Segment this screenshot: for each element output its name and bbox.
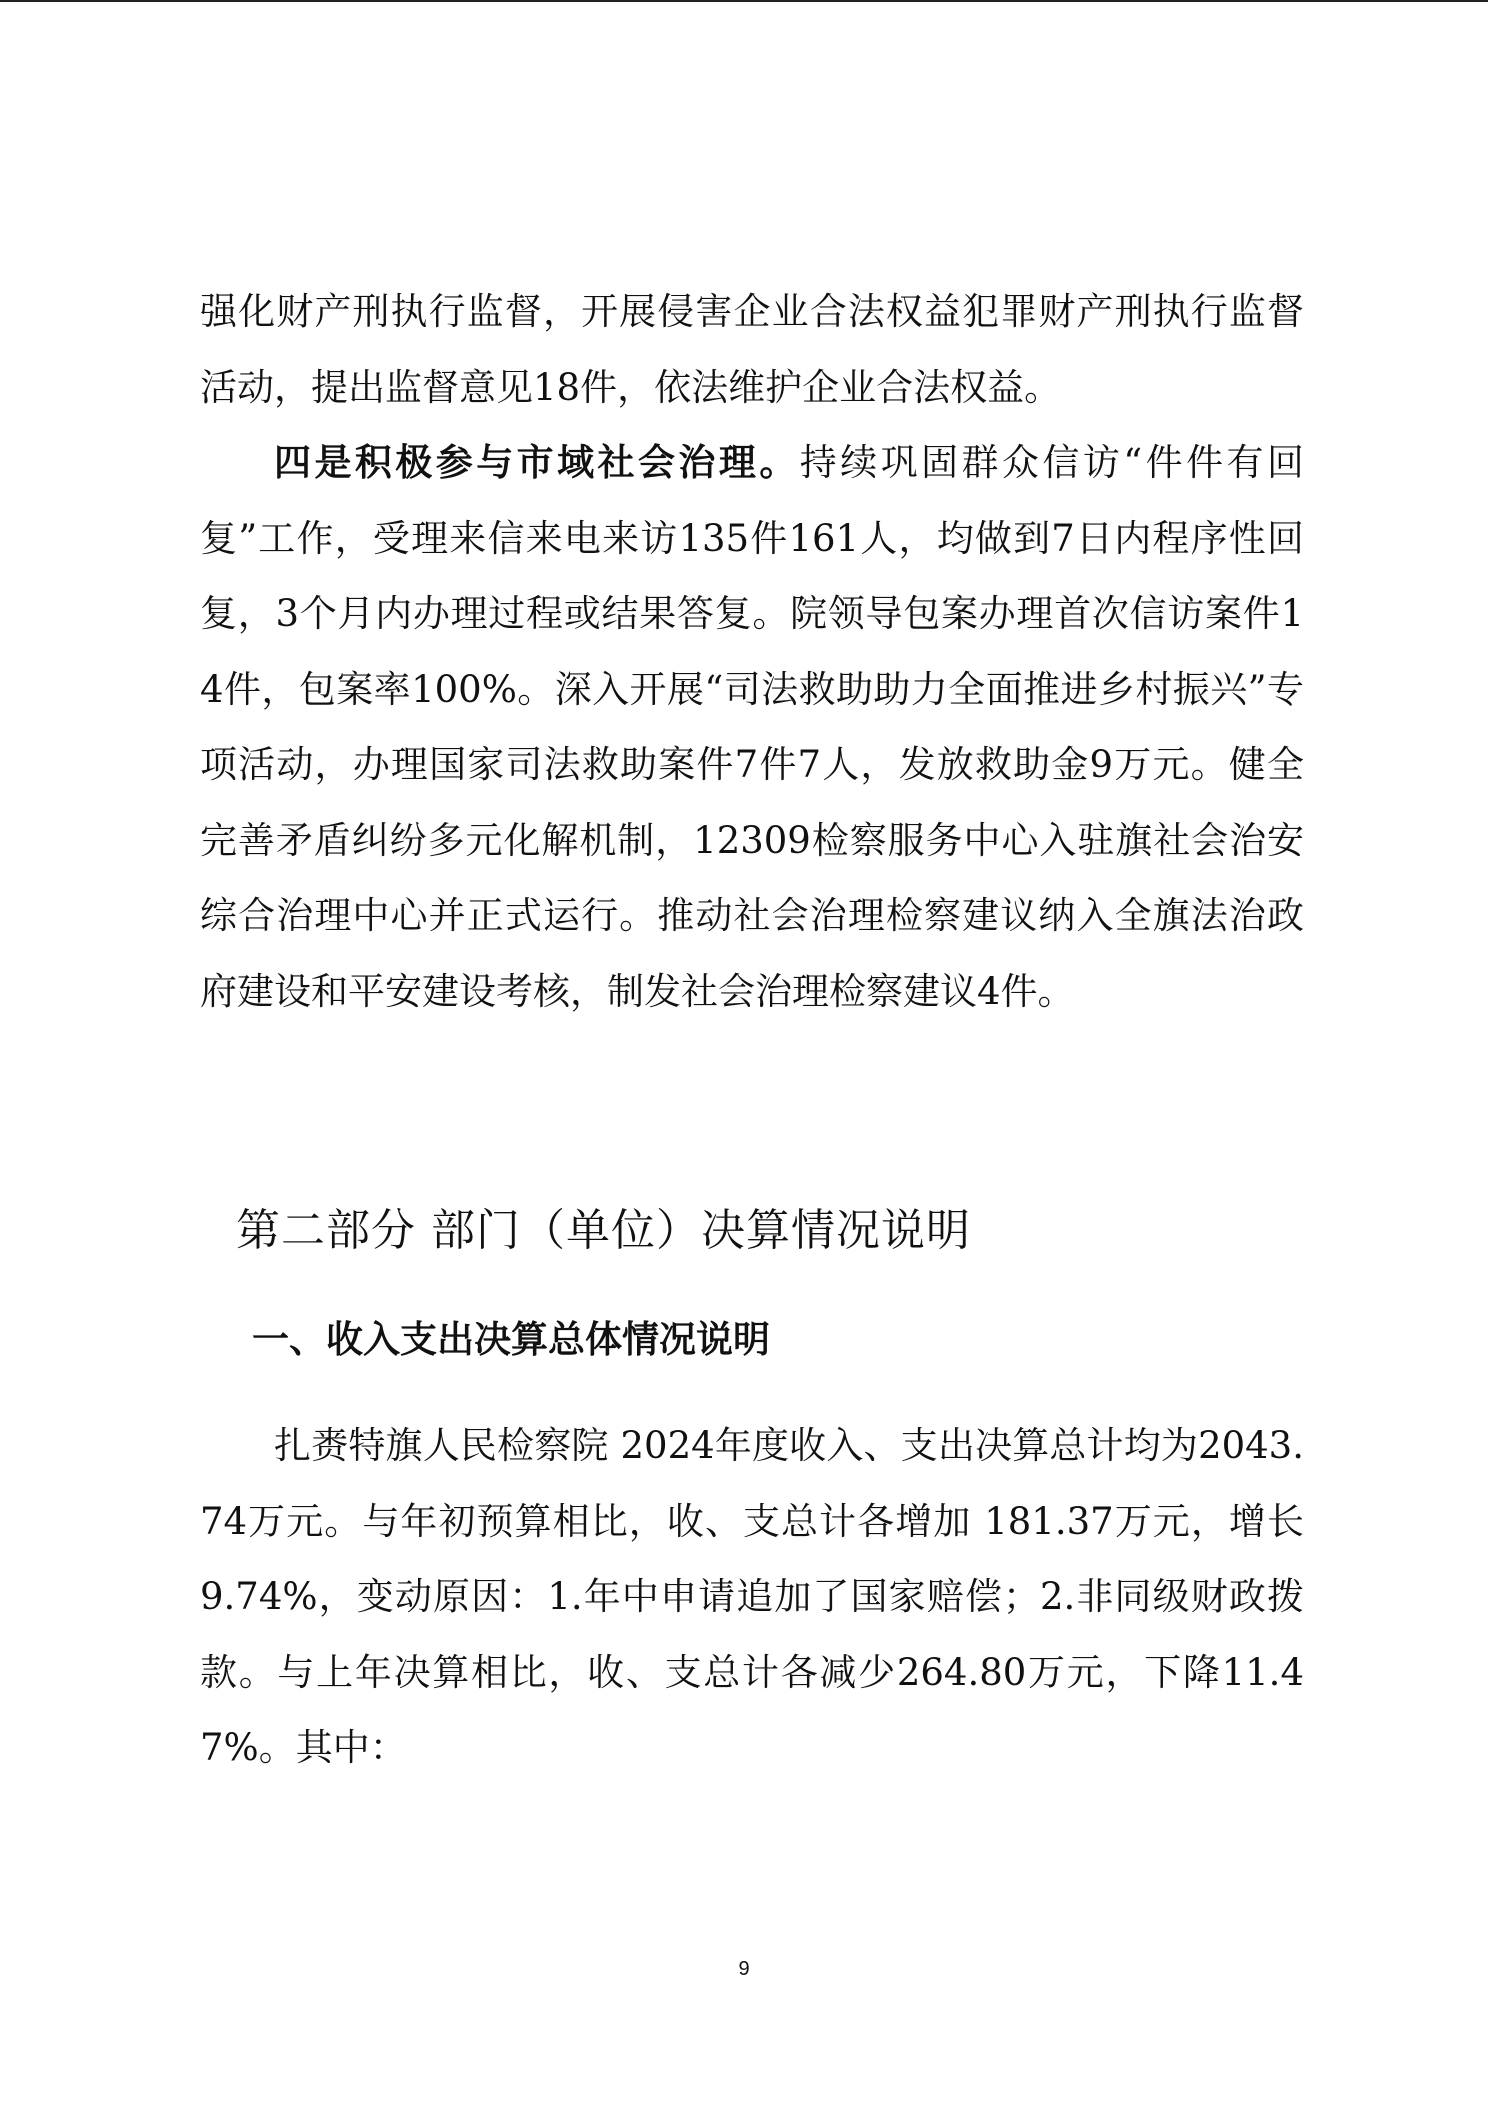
page-number: 9 xyxy=(738,1958,750,1980)
paragraph-four-lead: 四是积极参与市域社会治理。 xyxy=(274,441,800,484)
paragraph-continuation: 强化财产刑执行监督，开展侵害企业合法权益犯罪财产刑执行监督活动，提出监督意见18件，依法维护企业合法权益。 xyxy=(200,290,1304,409)
part-heading: 第二部分 部门（单位）决算情况说明 xyxy=(236,1205,971,1256)
section-heading: 一、收入支出决算总体情况说明 xyxy=(252,1318,770,1361)
paragraph-four xyxy=(200,425,1304,1029)
paragraph-four-body: 持续巩固群众信访“件件有回复”工作，受理来信来电来访135件161人，均做到7日内程序性回复，3个月内办理过程或结果答复。院领导包案办理首次信访案件14件，包案率100%。深入开展“司法救助助力全面推进乡村振兴”专项活动，办理国家司法救助案件7件7人，发放救助金9万元。健全完善矛盾纠纷多元化解机制，12309检察服务中心入驻旗社会治安综合治理中心并正式运行。推动社会治理检察建议纳入全旗法治政府建设和平安建设考核，制发社会治理检察建议4件。 xyxy=(200,441,1304,1013)
summary-paragraph: 扎赉特旗人民检察院 2024年度收入、支出决算总计均为2043.74万元。与年初预算相比，收、支总计各增加 181.37万元，增长 9.74%，变动原因：1.年中申请追加了国家赔偿；2.非同级财政拨款。与上年决算相比，收、支总计各减少264.80万元，下降11.47%。其中： xyxy=(200,1424,1304,1769)
